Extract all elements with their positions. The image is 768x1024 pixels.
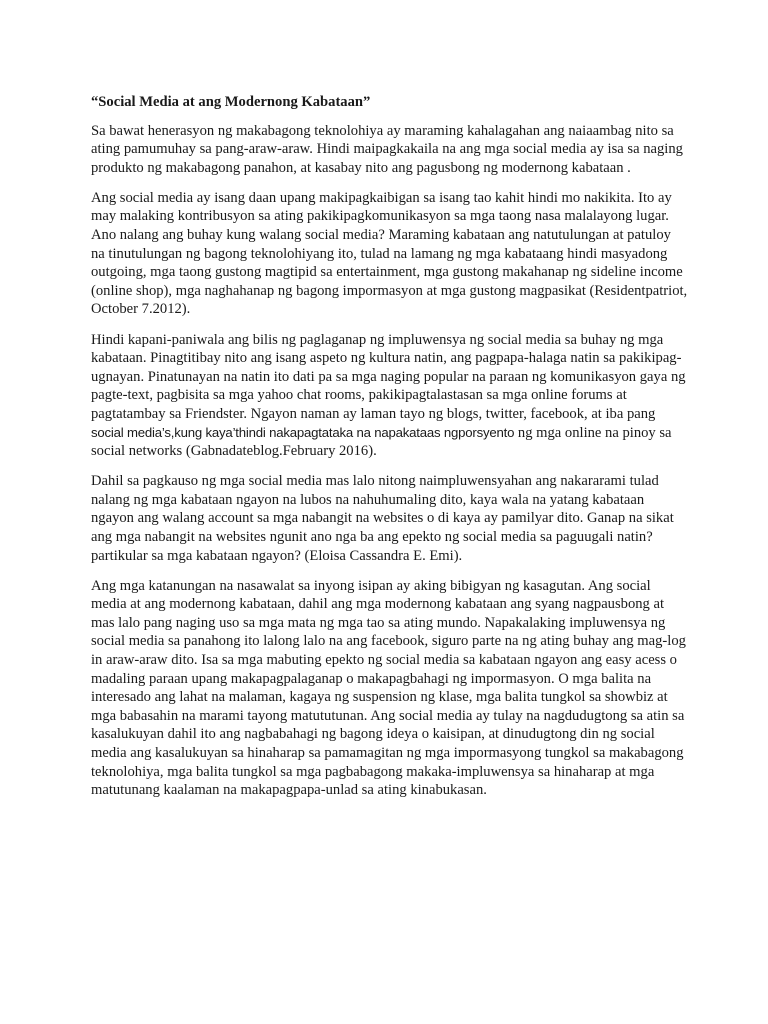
paragraph-5: Ang mga katanungan na nasawalat sa inyong isipan ay aking bibigyan ng kasagutan. Ang social media at ang modernong kabataan, dahil ang mga modernong kabataan ang syang nagpausbong at mas lalo pang naging uso sa mga mata ng mga tao sa ating mundo. Napakalaking impluwensya ng social media sa panahong ito lalong lalo na ang facebook, siguro parte na ng ating buhay ang mag-log in araw-araw dito. Isa sa mga mabuting epekto ng social media sa kabataan ngayon ang easy acess o madaling paraan upang makapagpalaganap o makapagbahagi ng impormasyon. O mga balita na interesado ang lahat na malaman, kagaya ng suspension ng klase, mga balita tungkol sa showbiz at mga babasahin na marami tayong matututunan. Ang social media ay tulay na nagdudugtong sa atin sa kasalukuyan dahil ito ang nagbabahagi ng bagong ideya o kaisipan, at dinudugtong din ng social media ang kasalukuyan sa hinaharap sa pamamagitan ng mga impormasyong tungkol sa makabagong teknolohiya, mga balita tungkol sa mga pagbabagong makaka-impluwensya sa hinaharap at mga matutunang kaalaman na makapagpapa-unlad sa ating kinabukasan. [91,577,686,799]
paragraph-3-text-a: Hindi kapani-paniwala ang bilis ng paglaganap ng impluwensya ng social media sa buhay ng mga kabataan. Pinagtitibay nito ang isang aspeto ng kultura natin, ang pagpapa-halaga natin sa pakikipag-ugnayan. Pinatunayan na natin ito dati pa sa mga naging popular na paraan ng komunikasyon gaya ng pagte-text, pagbisita sa mga yahoo chat rooms, pakikipagtalastasan sa mga online forums at pagtatambay sa Friendster. Ngayon naman ay laman tayo ng blogs, twitter, facebook, at iba pang [91,331,686,422]
document-title: “Social Media at ang Modernong Kabataan” [91,94,371,110]
paragraph-1: Sa bawat henerasyon ng makabagong teknolohiya ay maraming kahalagahan ang naiaambag nito sa ating pamumuhay sa pang-araw-araw. Hindi maipagkakaila na ang mga social media ay isa sa naging produkto ng makabagong panahon, at kasabay nito ang pagusbong ng modernong kabataan . [91,122,683,176]
paragraph-3-text-sans: social media’s,kung kaya’thindi nakapagtataka na napakataas ngporsyento [91,424,515,440]
paragraph-3-text-b: ng mga online na pinoy sa social networks (Gabnadateblog.February 2016). [91,424,672,460]
paragraph-3 [91,331,688,461]
paragraph-4: Dahil sa pagkauso ng mga social media mas lalo nitong naimpluwensyahan ang nakararami tulad nalang ng mga kabataan ngayon na lubos na nahuhumaling dito, kaya wala na yatang kabataan ngayon ang walang account sa mga nabangit na websites o di kaya ay pamilyar dito. Ganap na sikat ang mga nabangit na websites ngunit ano nga ba ang epekto ng social media sa paguugali natin? partikular sa mga kabataan ngayon? (Eloisa Cassandra E. Emi). [91,473,674,564]
paragraph-2: Ang social media ay isang daan upang makipagkaibigan sa isang tao kahit hindi mo nakikita. Ito ay may malaking kontribusyon sa ating pakikipagkomunikasyon sa mga taong nasa malalayong lugar. Ano nalang ang buhay kung walang social media? Maraming kabataan ang natutulungan at patuloy na tinutulungan ng bagong teknolohiyang ito, tulad na lamang ng mga kabataang hindi masyadong outgoing, mga taong gustong magtipid sa entertainment, mga gustong makahanap ng sideline income (online shop), mga naghahanap ng bagong impormasyon at mga gustong magpasikat (Residentpatriot, October 7.2012). [91,189,688,318]
